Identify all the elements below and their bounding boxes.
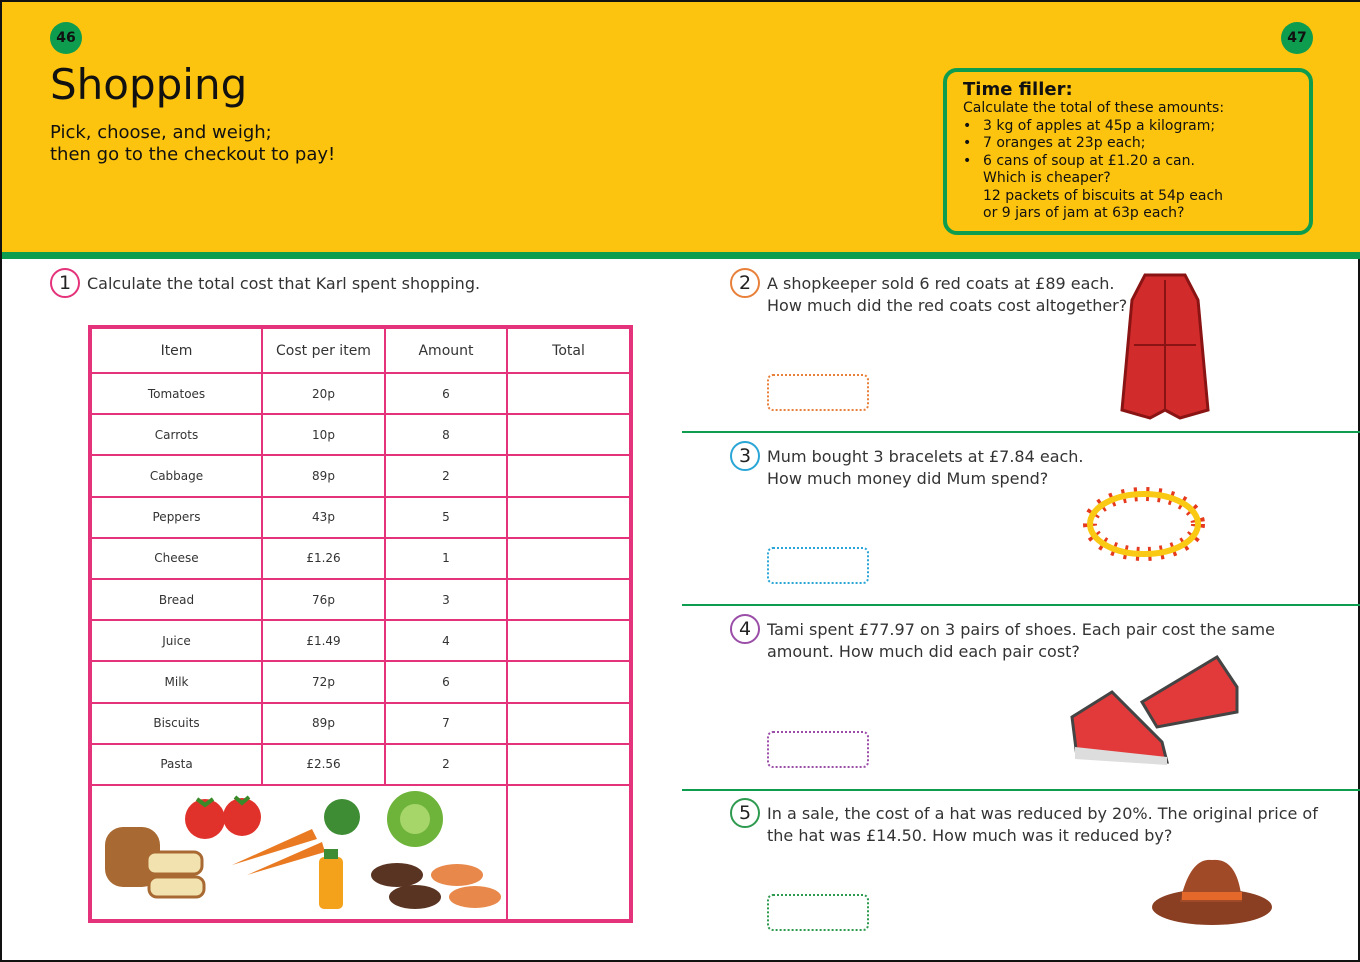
item-cell: Peppers	[90, 497, 262, 538]
question-number: 2	[730, 268, 760, 298]
hat-icon	[1150, 852, 1275, 932]
time-filler-box	[943, 68, 1313, 235]
total-cell[interactable]	[507, 661, 631, 702]
amount-cell: 4	[385, 620, 507, 661]
amount-cell: 2	[385, 455, 507, 496]
table-row	[90, 620, 631, 661]
amount-cell: 3	[385, 579, 507, 620]
shoes-icon	[1067, 647, 1242, 772]
total-cell[interactable]	[507, 414, 631, 455]
total-cell[interactable]	[507, 579, 631, 620]
question-text: Calculate the total cost that Karl spent shopping.	[87, 274, 481, 293]
total-cell[interactable]	[507, 703, 631, 744]
item-cell: Tomatoes	[90, 373, 262, 414]
amount-cell: 8	[385, 414, 507, 455]
column-header: Item	[90, 327, 262, 373]
item-cell: Carrots	[90, 414, 262, 455]
page-number-right: 47	[1281, 22, 1313, 54]
question-text	[767, 803, 1318, 847]
question-number: 5	[730, 798, 760, 828]
answer-box[interactable]	[767, 374, 869, 411]
list-item: • 7 oranges at 23p each;	[963, 135, 1293, 153]
total-cell[interactable]	[507, 373, 631, 414]
question-number: 4	[730, 614, 760, 644]
table-row	[90, 455, 631, 496]
question-line: How much did the red coats cost altogether?	[767, 296, 1128, 315]
page-title: Shopping	[50, 60, 248, 109]
time-filler-heading: Time filler:	[963, 79, 1073, 100]
table-row	[90, 414, 631, 455]
text-line: or 9 jars of jam at 63p each?	[983, 205, 1185, 221]
cost-cell: 43p	[262, 497, 385, 538]
amount-cell: 6	[385, 373, 507, 414]
subtitle	[50, 122, 335, 166]
amount-cell: 1	[385, 538, 507, 579]
cost-cell: 72p	[262, 661, 385, 702]
cabbage-icon	[387, 791, 443, 847]
subtitle-line: Pick, choose, and weigh;	[50, 122, 272, 143]
total-cell[interactable]	[507, 455, 631, 496]
total-cell[interactable]	[507, 538, 631, 579]
biscuits-icon	[371, 863, 501, 909]
total-cell[interactable]	[507, 497, 631, 538]
cost-cell: 76p	[262, 579, 385, 620]
amount-cell: 7	[385, 703, 507, 744]
cost-cell: 89p	[262, 703, 385, 744]
grand-total-cell[interactable]	[507, 785, 631, 921]
question-number: 1	[50, 268, 80, 298]
item-cell: Milk	[90, 661, 262, 702]
item-cell: Juice	[90, 620, 262, 661]
column-header: Amount	[385, 327, 507, 373]
page-number-left: 46	[50, 22, 82, 54]
cost-cell: 89p	[262, 455, 385, 496]
column-header: Total	[507, 327, 631, 373]
item-cell: Bread	[90, 579, 262, 620]
question-line: Tami spent £77.97 on 3 pairs of shoes. Each pair cost the same	[767, 620, 1275, 639]
question-number: 3	[730, 441, 760, 471]
table-row	[90, 538, 631, 579]
table-row	[90, 661, 631, 702]
cost-cell: 10p	[262, 414, 385, 455]
food-icons	[97, 787, 507, 917]
table-row	[90, 703, 631, 744]
question-line: How much money did Mum spend?	[767, 469, 1049, 488]
subtitle-line: then go to the checkout to pay!	[50, 144, 336, 165]
item-cell: Biscuits	[90, 703, 262, 744]
table-row	[90, 373, 631, 414]
table-row	[90, 579, 631, 620]
text-line: 12 packets of biscuits at 54p each	[983, 187, 1224, 204]
answer-box[interactable]	[767, 731, 869, 768]
cost-cell: £1.26	[262, 538, 385, 579]
question-line: In a sale, the cost of a hat was reduced by 20%. The original price of	[767, 804, 1318, 823]
tomato-icon	[185, 797, 261, 839]
divider	[682, 789, 1360, 791]
juice-icon	[319, 849, 343, 909]
question-text	[767, 273, 1127, 317]
cost-cell: £2.56	[262, 744, 385, 785]
item-cell: Pasta	[90, 744, 262, 785]
list-item: • 3 kg of apples at 45p a kilogram;	[963, 118, 1293, 136]
item-cell: Cabbage	[90, 455, 262, 496]
answer-box[interactable]	[767, 894, 869, 931]
red-coat-icon	[1120, 270, 1210, 420]
divider	[682, 431, 1360, 433]
answer-box[interactable]	[767, 547, 869, 584]
question-line: Mum bought 3 bracelets at £7.84 each.	[767, 447, 1084, 466]
cost-cell: £1.49	[262, 620, 385, 661]
item-cell: Cheese	[90, 538, 262, 579]
divider	[2, 252, 1360, 259]
total-cell[interactable]	[507, 744, 631, 785]
column-header: Cost per item	[262, 327, 385, 373]
text-line: Which is cheaper?	[983, 170, 1111, 186]
table-row	[90, 497, 631, 538]
time-filler-intro: Calculate the total of these amounts:	[963, 100, 1225, 116]
divider	[682, 604, 1360, 606]
table-row	[90, 744, 631, 785]
question-line: the hat was £14.50. How much was it reduced by?	[767, 826, 1173, 845]
question-line: A shopkeeper sold 6 red coats at £89 each.	[767, 274, 1115, 293]
question-line: amount. How much did each pair cost?	[767, 642, 1080, 661]
bracelet-icon	[1082, 485, 1207, 563]
amount-cell: 2	[385, 744, 507, 785]
amount-cell: 5	[385, 497, 507, 538]
question-text	[767, 446, 1084, 490]
amount-cell: 6	[385, 661, 507, 702]
cost-cell: 20p	[262, 373, 385, 414]
list-item: • 6 cans of soup at £1.20 a can.	[963, 153, 1293, 171]
total-cell[interactable]	[507, 620, 631, 661]
bread-icon	[105, 827, 204, 897]
